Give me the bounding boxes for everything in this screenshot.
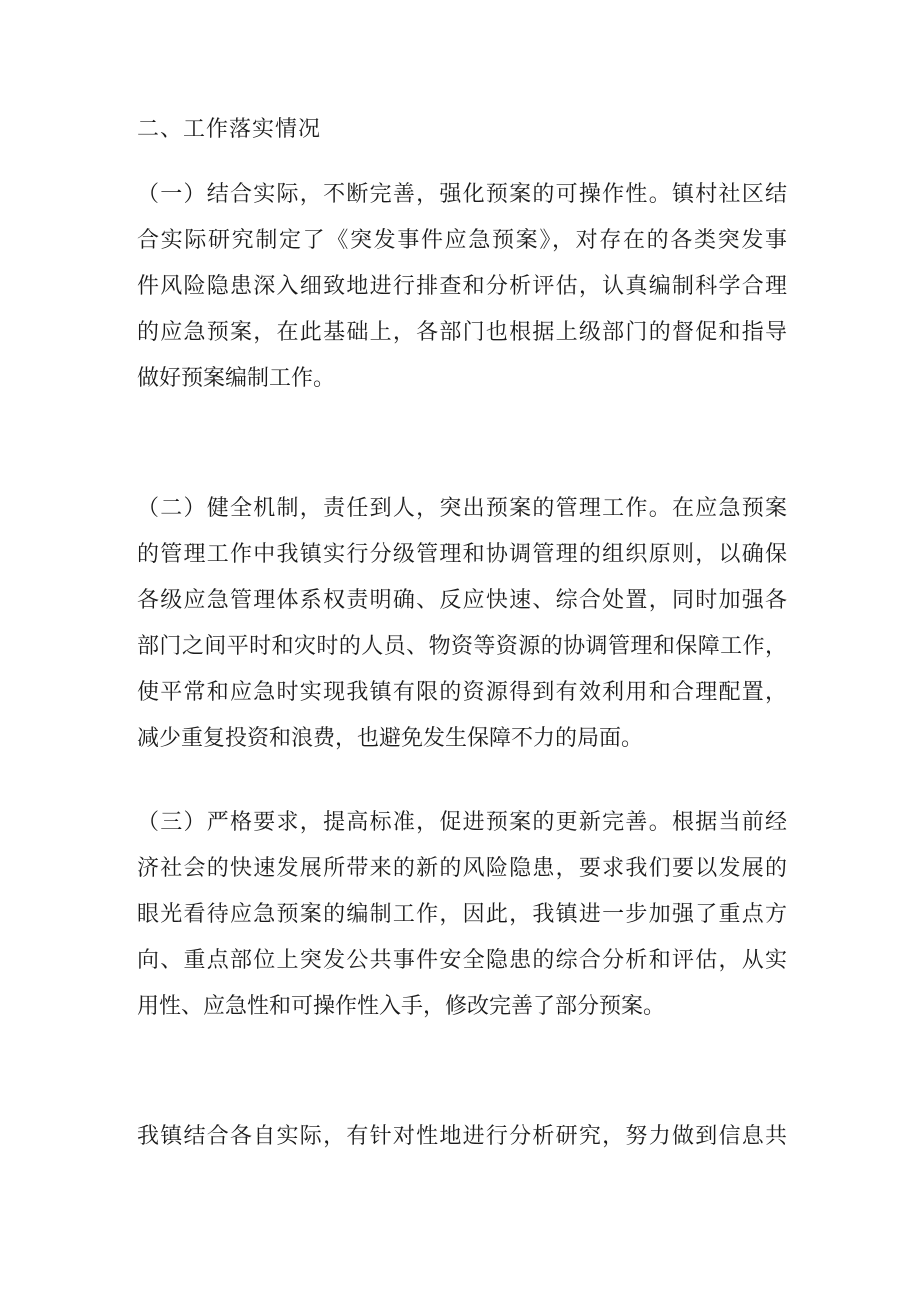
paragraph-line: 我镇结合各自实际，有针对性地进行分析研究，努力做到信息共 xyxy=(137,1124,787,1149)
paragraph-line: 用性、应急性和可操作性入手，修改完善了部分预案。 xyxy=(137,994,666,1019)
paragraph-line: 的管理工作中我镇实行分级管理和协调管理的组织原则，以确保 xyxy=(137,542,787,567)
paragraph-line: 使平常和应急时实现我镇有限的资源得到有效利用和合理配置， xyxy=(137,680,787,705)
paragraph-line: 向、重点部位上突发公共事件安全隐患的综合分析和评估，从实 xyxy=(137,948,787,973)
paragraph-line: 减少重复投资和浪费，也避免发生保障不力的局面。 xyxy=(137,726,644,751)
paragraph-3 xyxy=(137,800,787,1030)
paragraph-2 xyxy=(137,486,787,762)
paragraph-line: （三）严格要求，提高标准，促进预案的更新完善。根据当前经 xyxy=(137,810,787,835)
paragraph-line: 做好预案编制工作。 xyxy=(137,366,336,391)
paragraph-line: 合实际研究制定了《突发事件应急预案》，对存在的各类突发事 xyxy=(137,228,787,253)
paragraph-line: （一）结合实际，不断完善，强化预案的可操作性。镇村社区结 xyxy=(137,182,787,207)
paragraph-line: 的应急预案，在此基础上，各部门也根据上级部门的督促和指导 xyxy=(137,320,787,345)
paragraph-line: 眼光看待应急预案的编制工作，因此，我镇进一步加强了重点方 xyxy=(137,902,787,927)
paragraph-line: （二）健全机制，责任到人，突出预案的管理工作。在应急预案 xyxy=(137,496,787,521)
paragraph-line: 济社会的快速发展所带来的新的风险隐患，要求我们要以发展的 xyxy=(137,856,787,881)
paragraph-line: 件风险隐患深入细致地进行排查和分析评估，认真编制科学合理 xyxy=(137,274,787,299)
paragraph-line: 部门之间平时和灾时的人员、物资等资源的协调管理和保障工作， xyxy=(137,634,787,659)
section-heading: 二、工作落实情况 xyxy=(137,117,322,142)
paragraph-line: 各级应急管理体系权责明确、反应快速、综合处置，同时加强各 xyxy=(137,588,787,613)
paragraph-1 xyxy=(137,172,787,402)
paragraph-4 xyxy=(137,1114,787,1160)
